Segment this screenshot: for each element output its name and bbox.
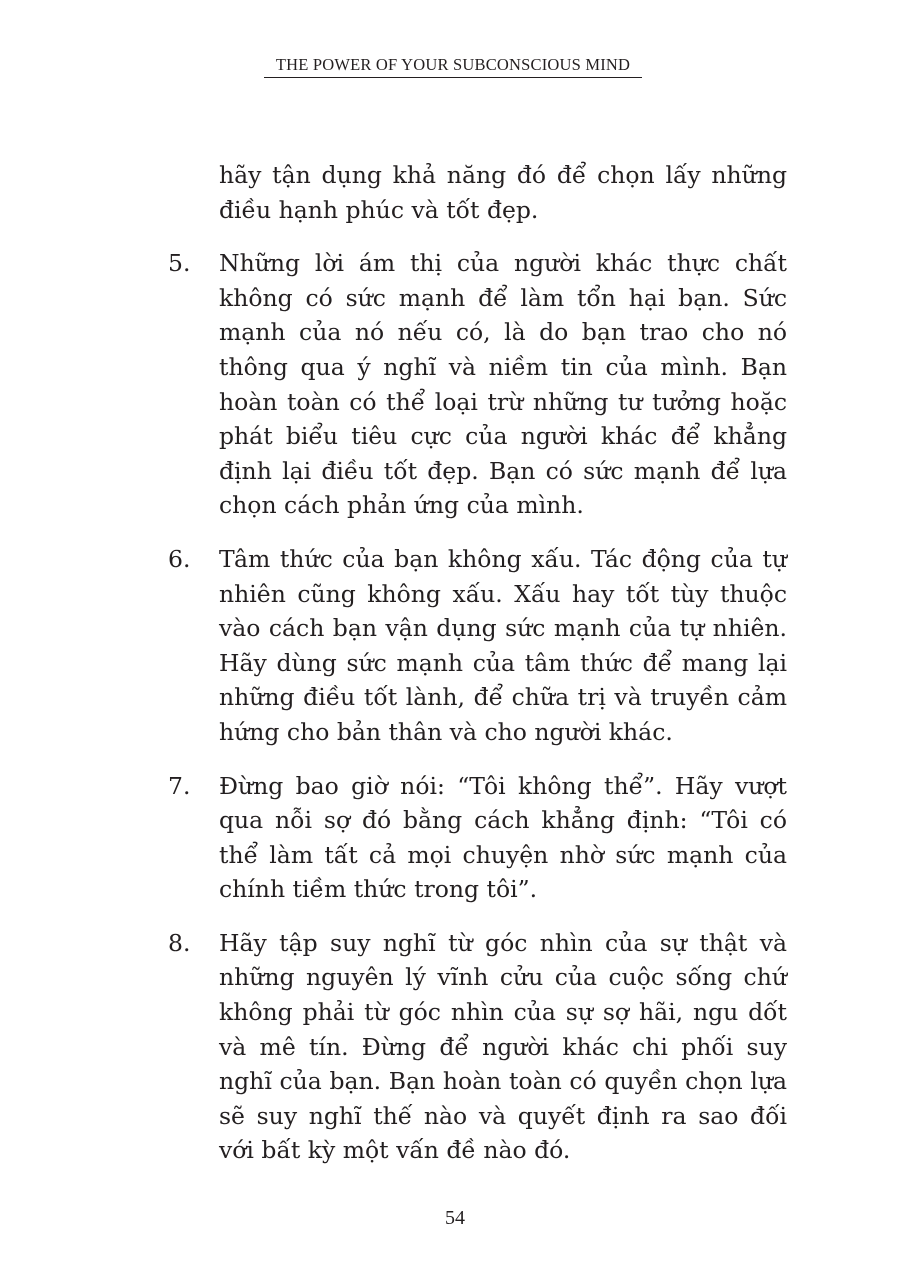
list-item-text: hãy tận dụng khả năng đó để chọn lấy những điều hạnh phúc và tốt đẹp. xyxy=(219,161,787,224)
page-body xyxy=(167,158,787,1168)
list-item-number: 8. xyxy=(168,928,191,957)
list-item-8 xyxy=(167,926,787,1168)
page-number: 54 xyxy=(445,1207,465,1229)
list-item-number: 7. xyxy=(168,771,191,800)
list-item-text: Hãy tập suy nghĩ từ góc nhìn của sự thật và những nguyên lý vĩnh cửu của cuộc sống chứ không phải từ góc nhìn của sự sợ hãi, ngu dốt và mê tín. Đừng để người khác chi phối suy nghĩ của bạn. Bạn hoàn toàn có quyền chọn lựa sẽ suy nghĩ thế nào và quyết định ra sao đối với bất kỳ một vấn đề nào đó. xyxy=(219,928,787,1165)
list-item-7 xyxy=(167,769,787,907)
list-item-text: Đừng bao giờ nói: “Tôi không thể”. Hãy vượt qua nỗi sợ đó bằng cách khẳng định: “Tôi có thể làm tất cả mọi chuyện nhờ sức mạnh của chính tiềm thức trong tôi”. xyxy=(219,771,787,904)
list-item-number: 6. xyxy=(168,544,191,573)
list-item-6 xyxy=(167,542,787,750)
list-item-5 xyxy=(167,246,787,523)
list-item-number: 5. xyxy=(168,249,191,278)
list-item-text: Những lời ám thị của người khác thực chất không có sức mạnh để làm tổn hại bạn. Sức mạnh của nó nếu có, là do bạn trao cho nó thông qua ý nghĩ và niềm tin của mình. Bạn hoàn toàn có thể loại trừ những tư tưởng hoặc phát biểu tiêu cực của người khác để khẳng định lại điều tốt đẹp. Bạn có sức mạnh để lựa chọn cách phản ứng của mình. xyxy=(219,249,787,520)
list-item-text: Tâm thức của bạn không xấu. Tác động của tự nhiên cũng không xấu. Xấu hay tốt tùy thuộc vào cách bạn vận dụng sức mạnh của tự nhiên. Hãy dùng sức mạnh của tâm thức để mang lại những điều tốt lành, để chữa trị và truyền cảm hứng cho bản thân và cho người khác. xyxy=(219,544,787,746)
running-header-title: THE POWER OF YOUR SUBCONSCIOUS MIND xyxy=(275,55,631,74)
header-rule xyxy=(264,77,642,78)
list-item-continuation xyxy=(167,158,787,227)
